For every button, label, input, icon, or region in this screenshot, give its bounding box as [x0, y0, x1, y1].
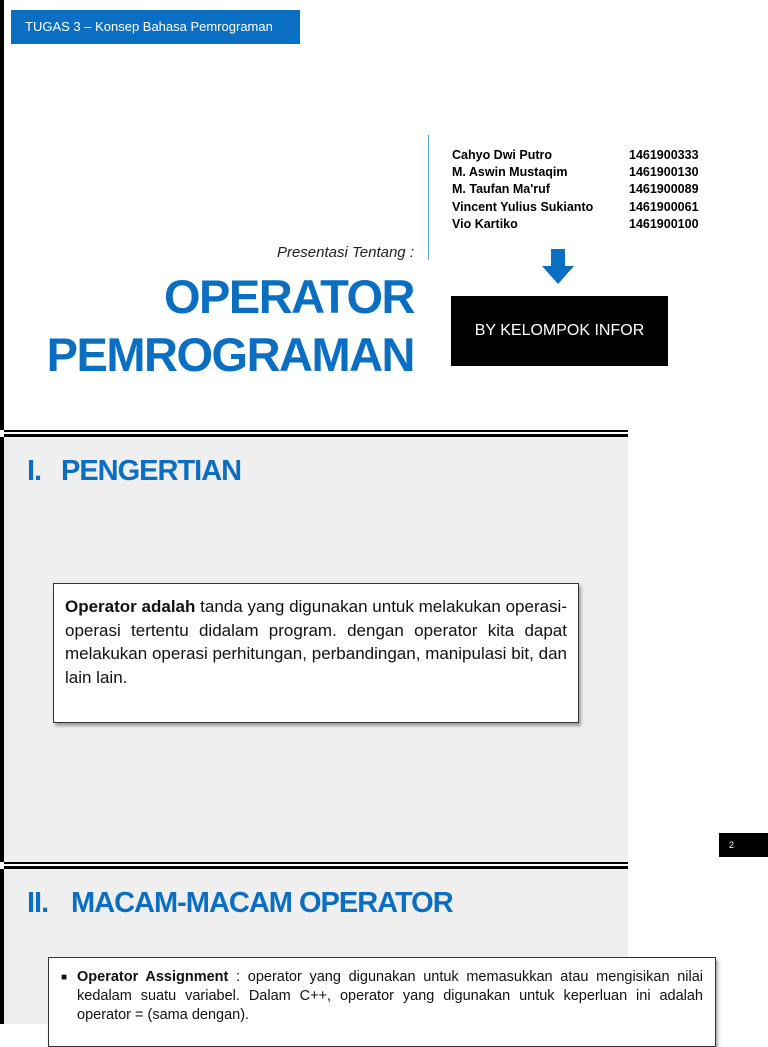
operator-description: : operator yang digunakan untuk memasukkan atau mengisikan nilai kedalam suatu variabel. Dalam C++, operator yang digunakan untuk keperluan ini adalah operator = (sama dengan).: [77, 969, 703, 1023]
section-heading: [27, 455, 241, 488]
member-name: Cahyo Dwi Putro: [452, 148, 553, 162]
member-nim: 1461900130: [629, 165, 699, 180]
member-nim: 1461900333: [629, 148, 699, 162]
slide-border: [0, 437, 4, 862]
section-heading: [27, 887, 453, 920]
section-title: MACAM-MACAM OPERATOR: [71, 887, 453, 919]
group-label: BY KELOMPOK INFOR: [451, 296, 668, 366]
divider-line: [428, 135, 429, 260]
member-nim: 1461900100: [629, 216, 699, 231]
operator-name: Operator Assignment: [77, 969, 229, 985]
page-number-badge: 2: [719, 833, 768, 857]
square-bullet-icon: ■: [61, 972, 68, 983]
title-line-2: PEMROGRAMAN: [46, 328, 414, 381]
definition-box: [53, 583, 579, 723]
definition-slide: [0, 437, 628, 862]
section-number: II.: [27, 887, 49, 919]
member-name: Vincent Yulius Sukianto: [452, 199, 594, 214]
member-row: [452, 216, 719, 233]
slide-separator: [4, 862, 628, 869]
title-line-1: OPERATOR: [163, 270, 414, 323]
course-tag: TUGAS 3 – Konsep Bahasa Pemrograman: [11, 10, 300, 44]
title-slide: [0, 0, 699, 430]
member-nim: 1461900089: [629, 182, 699, 197]
slide-border: [0, 869, 4, 1024]
member-name: M. Aswin Mustaqim: [452, 165, 568, 180]
member-row: [452, 181, 719, 198]
member-row: [452, 199, 719, 216]
arrow-down-icon: [541, 249, 575, 284]
presentation-title: [47, 268, 414, 384]
presentation-subtitle: Presentasi Tentang :: [276, 244, 414, 261]
list-item-text: [77, 968, 703, 1025]
definition-term: Operator adalah: [65, 597, 196, 616]
definition-text: tanda yang digunakan untuk melakukan operasi-operasi tertentu didalam program. dengan operator kita dapat melakukan operasi perhitungan, perbandingan, manipulasi bit, dan lain lain.: [65, 597, 567, 687]
member-name: Vio Kartiko: [452, 216, 518, 231]
section-number: I.: [27, 455, 42, 487]
member-row: [452, 164, 719, 181]
slide-border: [0, 0, 4, 430]
section-title: PENGERTIAN: [61, 455, 242, 487]
slide-separator: [4, 430, 628, 437]
operator-list-box: [48, 957, 716, 1047]
list-item: [61, 968, 703, 1025]
member-nim: 1461900061: [629, 199, 699, 214]
member-name: M. Taufan Ma'ruf: [452, 182, 550, 197]
member-list: [452, 147, 719, 233]
member-row: [452, 147, 719, 164]
